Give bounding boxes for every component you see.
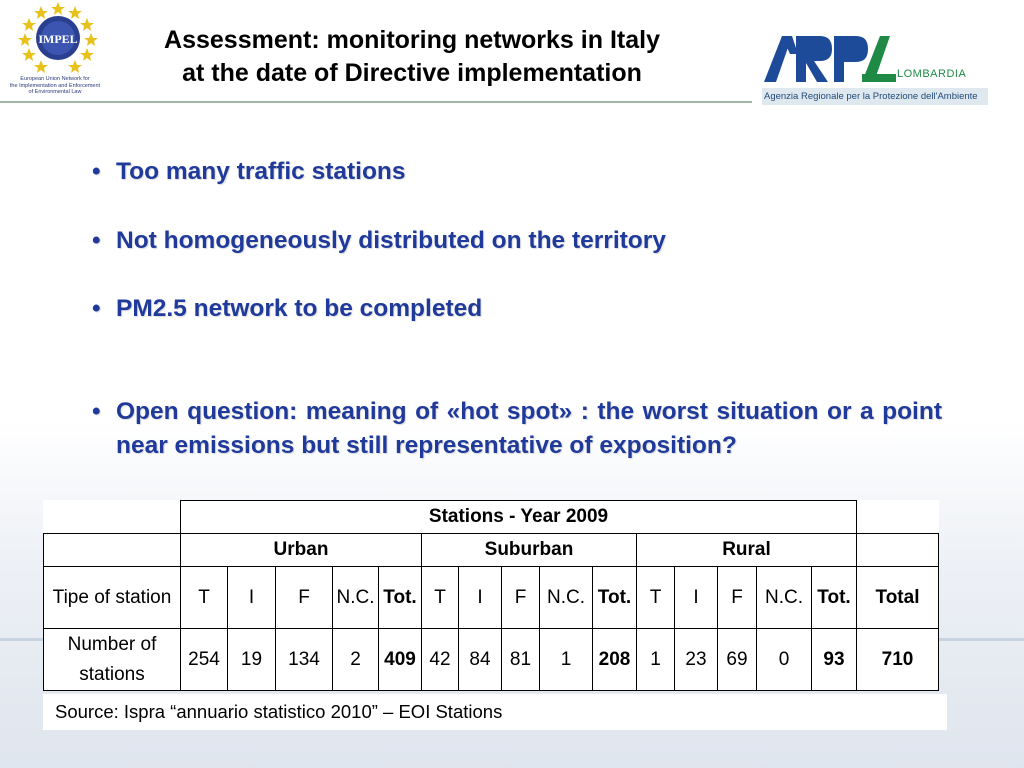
count-cell: 93 (812, 629, 857, 691)
eu-stars-icon (0, 0, 110, 80)
count-cell: 23 (675, 629, 718, 691)
table-corner (857, 501, 939, 534)
page-title (112, 24, 712, 90)
table-row (44, 567, 939, 629)
bullet-text: Too many traffic stations (116, 158, 406, 185)
count-cell: 409 (379, 629, 422, 691)
type-cell: I (675, 567, 718, 629)
impel-logo (0, 0, 110, 102)
count-cell: 19 (228, 629, 276, 691)
count-cell: 208 (593, 629, 637, 691)
count-cell: 42 (422, 629, 459, 691)
count-cell: 84 (459, 629, 502, 691)
row-label-count: Number of stations (44, 629, 181, 691)
table-cell (857, 534, 939, 567)
count-cell: 1 (540, 629, 593, 691)
type-cell: Tot. (812, 567, 857, 629)
type-cell: Tot. (593, 567, 637, 629)
impel-caption-line: the Implementation and Enforcement (9, 82, 101, 89)
bullet-text: Open question: meaning of «hot spot» : the worst situation or a point near emissions but still representative of exposition? (116, 398, 942, 459)
type-cell: N.C. (333, 567, 379, 629)
type-cell: T (422, 567, 459, 629)
source-note: Source: Ispra “annuario statistico 2010” – EOI Stations (43, 694, 947, 730)
count-cell: 81 (502, 629, 540, 691)
count-cell: 2 (333, 629, 379, 691)
bullet-item: • PM2.5 network to be completed (92, 292, 942, 326)
arpa-tagline: Agenzia Regionale per la Protezione dell'Ambiente (762, 88, 988, 105)
table-corner (44, 501, 181, 534)
impel-caption-line: European Union Network for (20, 76, 90, 82)
impel-caption (0, 76, 110, 96)
count-cell: 0 (757, 629, 812, 691)
impel-caption-line: of Environmental Law (28, 89, 82, 95)
group-header-urban: Urban (181, 534, 422, 567)
title-line-1: Assessment: monitoring networks in Italy (164, 26, 660, 54)
header-divider (0, 101, 752, 103)
total-header: Total (857, 567, 939, 629)
arpa-word-text: ARPA (762, 30, 765, 31)
grand-total-cell: 710 (857, 629, 939, 691)
type-cell: T (181, 567, 228, 629)
type-cell: I (459, 567, 502, 629)
bullet-text: PM2.5 network to be completed (116, 295, 483, 322)
bullet-item: • Not homogeneously distributed on the territory (92, 224, 942, 258)
row-label-type: Tipe of station (44, 567, 181, 629)
impel-logo-text: IMPEL (38, 32, 78, 46)
title-line-2: at the date of Directive implementation (182, 59, 642, 87)
type-cell: N.C. (540, 567, 593, 629)
table-cell (44, 534, 181, 567)
count-cell: 1 (637, 629, 675, 691)
stations-table (43, 500, 939, 691)
type-cell: F (718, 567, 757, 629)
arpa-logo (762, 30, 988, 110)
type-cell: I (228, 567, 276, 629)
table-title: Stations - Year 2009 (181, 501, 857, 534)
count-cell: 254 (181, 629, 228, 691)
bullet-item: • Open question: meaning of «hot spot» : the worst situation or a point near emissions but still representative of exposition? (92, 395, 942, 463)
group-header-rural: Rural (637, 534, 857, 567)
type-cell: Tot. (379, 567, 422, 629)
group-header-suburban: Suburban (422, 534, 637, 567)
count-cell: 69 (718, 629, 757, 691)
type-cell: F (502, 567, 540, 629)
type-cell: T (637, 567, 675, 629)
bullet-text: Not homogeneously distributed on the territory (116, 227, 666, 254)
arpa-wordmark-icon (762, 30, 897, 86)
type-cell: F (276, 567, 333, 629)
arpa-region: LOMBARDIA (897, 68, 967, 80)
table-row (44, 629, 939, 691)
type-cell: N.C. (757, 567, 812, 629)
count-cell: 134 (276, 629, 333, 691)
bullet-item: • Too many traffic stations (92, 155, 942, 189)
